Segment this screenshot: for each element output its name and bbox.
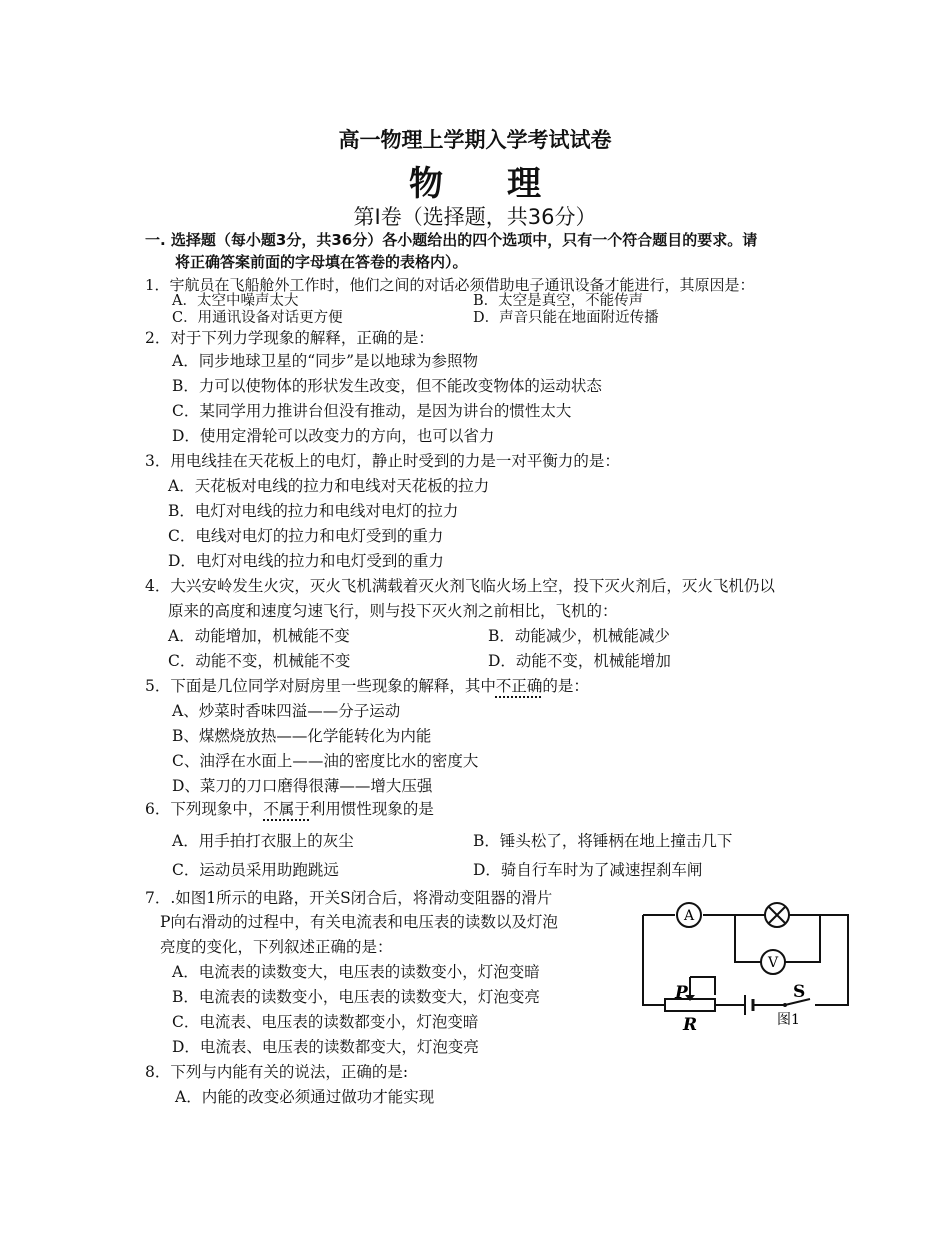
q6-stem-post: 利用惯性现象的是 <box>309 800 434 818</box>
q7-option-d: D．电流表、电压表的读数都变大，灯泡变亮 <box>172 1038 479 1056</box>
q7-option-a: A．电流表的读数变大，电压表的读数变小，灯泡变暗 <box>172 963 540 981</box>
q2-option-b: B．力可以使物体的形状发生改变，但不能改变物体的运动状态 <box>172 377 602 395</box>
q6-option-b: B．锤头松了，将锤柄在地上撞击几下 <box>473 832 733 850</box>
q6-option-d: D．骑自行车时为了减速捏刹车闸 <box>473 861 703 879</box>
q1-stem: 1．宇航员在飞船舱外工作时，他们之间的对话必须借助电子通讯设备才能进行，其原因是： <box>145 276 755 294</box>
q1-option-a: A．太空中噪声太大 <box>172 293 299 309</box>
q8-stem: 8．下列与内能有关的说法，正确的是: <box>145 1063 409 1081</box>
q3-option-c: C．电线对电灯的拉力和电灯受到的重力 <box>168 527 444 545</box>
q2-option-c: C．某同学用力推讲台但没有推动，是因为讲台的惯性太大 <box>172 402 572 420</box>
q2-stem: 2．对于下列力学现象的解释，正确的是： <box>145 329 434 347</box>
q2-option-d: D．使用定滑轮可以改变力的方向，也可以省力 <box>172 427 495 445</box>
ammeter-label: A <box>683 908 695 924</box>
q3-stem: 3．用电线挂在天花板上的电灯，静止时受到的力是一对平衡力的是： <box>145 452 620 470</box>
q5-option-c: C、油浮在水面上——油的密度比水的密度大 <box>172 752 479 770</box>
subject-heading: 物理 <box>409 164 605 204</box>
q5-stem <box>145 676 589 696</box>
q4-option-b: B．动能减少，机械能减少 <box>488 627 670 645</box>
q8-option-a: A．内能的改变必须通过做功才能实现 <box>175 1088 435 1106</box>
q5-stem-emphasis: 不正确 <box>495 677 543 695</box>
q4-option-a: A．动能增加，机械能不变 <box>168 627 350 645</box>
q4-option-c: C．动能不变，机械能不变 <box>168 652 351 670</box>
exam-title: 高一物理上学期入学考试试卷 <box>338 128 612 152</box>
rheostat-label: R <box>683 1015 698 1035</box>
q4-stem-line-2: 原来的高度和速度匀速飞行，则与投下灭火剂之前相比，飞机的： <box>168 602 618 620</box>
q7-option-b: B．电流表的读数变小，电压表的读数变大，灯泡变亮 <box>172 988 540 1006</box>
q6-option-c: C．运动员采用助跑跳远 <box>172 861 339 879</box>
switch-label: S <box>793 982 806 1002</box>
q1-option-d: D．声音只能在地面附近传播 <box>473 310 659 326</box>
q5-stem-pre: 5．下面是几位同学对厨房里一些现象的解释，其中 <box>145 677 496 695</box>
q5-option-d: D、菜刀的刀口磨得很薄——增大压强 <box>172 777 433 795</box>
q6-stem <box>145 799 434 819</box>
slider-label: P <box>675 983 688 1003</box>
q4-stem-line-1: 4．大兴安岭发生火灾，灭火飞机满载着灭火剂飞临火场上空，投下灭火剂后，灭火飞机仍以 <box>145 577 775 595</box>
q4-option-d: D．动能不变，机械能增加 <box>488 652 671 670</box>
q7-stem-line-1: 7．.如图1所示的电路，开关S闭合后，将滑动变阻器的滑片 <box>145 889 553 907</box>
section-heading: 第Ⅰ卷（选择题，共36分） <box>353 205 597 229</box>
q6-stem-emphasis: 不属于 <box>263 800 310 818</box>
voltmeter-label: V <box>767 955 779 971</box>
q6-stem-pre: 6．下列现象中， <box>145 800 264 818</box>
q7-option-c: C．电流表、电压表的读数都变小，灯泡变暗 <box>172 1013 479 1031</box>
figure-caption: 图1 <box>777 1012 800 1028</box>
q3-option-d: D．电灯对电线的拉力和电灯受到的重力 <box>168 552 444 570</box>
q1-option-b: B．太空是真空，不能传声 <box>473 293 644 309</box>
q3-option-a: A．天花板对电线的拉力和电线对天花板的拉力 <box>168 477 490 495</box>
instruction-line-2: 将正确答案前面的字母填在答卷的表格内）。 <box>175 253 468 271</box>
q2-option-a: A．同步地球卫星的“同步”是以地球为参照物 <box>172 352 479 370</box>
q1-option-c: C．用通讯设备对话更方便 <box>172 310 343 326</box>
q5-option-b: B、煤燃烧放热——化学能转化为内能 <box>172 727 432 745</box>
instruction-line-1: 一. 选择题（每小题3分，共36分）各小题给出的四个选项中，只有一个符合题目的要求。请 <box>145 231 758 249</box>
q7-stem-line-3: 亮度的变化，下列叙述正确的是： <box>160 938 393 956</box>
circuit-figure-1 <box>635 895 855 1040</box>
q3-option-b: B．电灯对电线的拉力和电线对电灯的拉力 <box>168 502 459 520</box>
q6-option-a: A．用手拍打衣服上的灰尘 <box>172 832 354 850</box>
q5-option-a: A、炒菜时香味四溢——分子运动 <box>172 702 401 720</box>
q7-stem-line-2: P向右滑动的过程中，有关电流表和电压表的读数以及灯泡 <box>160 913 558 931</box>
q5-stem-post: 的是： <box>542 677 589 695</box>
